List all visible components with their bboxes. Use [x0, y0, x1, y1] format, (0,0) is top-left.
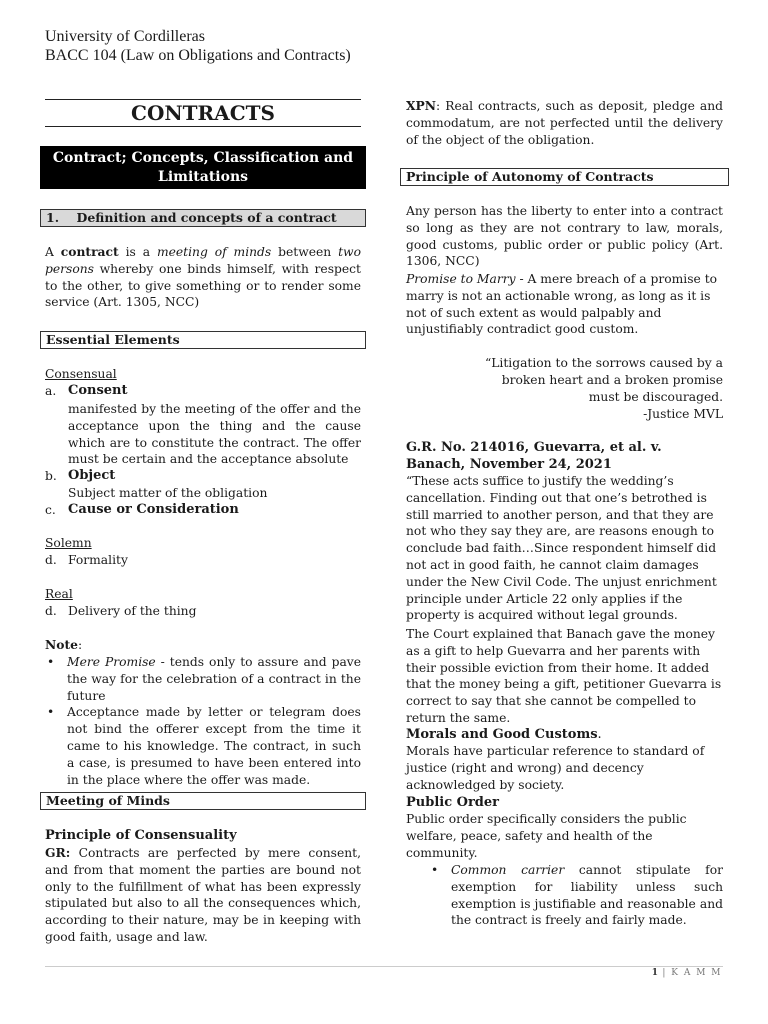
course-title: BACC 104 (Law on Obligations and Contracts)	[45, 47, 351, 64]
court-text: The Court explained that Banach gave the money as a gift to help Guevarra and her parents with their possible eviction from their home. It added that the money being a gift, petitioner Guevarra is correct to say that she cannot be compelled to return the same.	[406, 627, 722, 725]
title-bottom-rule	[45, 126, 361, 127]
page-title: CONTRACTS	[131, 101, 275, 125]
list-item: • Mere Promise - tends only to assure and pave the way for the celebration of a contract in the future	[45, 654, 361, 704]
formality-item: Formality	[68, 553, 128, 567]
quote-text: “Litigation to the sorrows caused by a broken heart and a broken promise must be discouraged.	[484, 356, 723, 404]
public-order-text: Public order specifically considers the public welfare, peace, safety and health of the community.	[406, 812, 687, 860]
page-number: 1	[651, 968, 658, 978]
solemn-letter: d.	[45, 553, 57, 567]
promise-to-marry: Promise to Marry - A mere breach of a promise to marry is not an actionable wrong, as long as it is not of such extent as would palpably and unjustifiably contradict good custom.	[406, 272, 718, 337]
quote-author: -Justice MVL	[643, 407, 723, 421]
object-letter: b.	[45, 469, 57, 483]
essential-elements-heading: Essential Elements	[40, 331, 366, 349]
meeting-of-minds-term: meeting of minds	[156, 245, 272, 259]
morals-text: Morals have particular reference to standard of justice (right and wrong) and decency acknowledged by society.	[406, 744, 705, 792]
cause-title: Cause or Consideration	[68, 502, 239, 517]
definition-heading-label: Definition and concepts of a contract	[76, 210, 337, 225]
list-item: • Acceptance made by letter or telegram does not bind the offerer except from the time it came to his knowledge. The contract, in such a case, is presumed to have been entered into in the place where the offer was made.	[45, 704, 361, 788]
autonomy-heading: Principle of Autonomy of Contracts	[400, 168, 729, 186]
section-banner: Contract; Concepts, Classification and Limitations	[40, 146, 366, 189]
public-order-heading: Public Order	[406, 795, 500, 810]
real-letter: d.	[45, 604, 57, 618]
definition-heading	[40, 209, 366, 227]
consent-letter: a.	[45, 384, 57, 398]
two-persons-term: two persons	[45, 245, 361, 276]
page-footer: 1 | K A M M	[651, 968, 722, 978]
case-title: G.R. No. 214016, Guevarra, et al. v. Banach, November 24, 2021	[406, 440, 662, 472]
contract-term: contract	[60, 244, 119, 259]
delivery-item: Delivery of the thing	[68, 604, 197, 618]
consensual-label: Consensual	[45, 367, 117, 381]
note-label: Note:	[45, 637, 83, 652]
footer-rule	[45, 966, 723, 967]
contract-definition: A contract is a meeting of minds between two persons whereby one binds himself, with respect to the other, to give something or to render some service (Art. 1305, NCC)	[45, 244, 361, 310]
note-list	[45, 654, 361, 788]
autonomy-text: Any person has the liberty to enter into a contract so long as they are not contrary to law, morals, good customs, public order or public policy (Art. 1306, NCC)	[406, 204, 723, 269]
consensuality-heading: Principle of Consensuality	[45, 828, 237, 843]
consensuality-text: GR: Contracts are perfected by mere consent, and from that moment the parties are bound not only to the fulfillment of what has been expressly stipulated but also to all the consequences which, according to their nature, may be in keeping with good faith, usage and law.	[45, 845, 361, 944]
object-text: Subject matter of the obligation	[68, 486, 268, 500]
real-label: Real	[45, 587, 73, 601]
consent-title: Consent	[68, 383, 128, 398]
title-top-rule	[45, 99, 361, 100]
consent-text: manifested by the meeting of the offer and the acceptance upon the thing and the cause which are to constitute the contract. The offer must be certain and the acceptance absolute	[68, 402, 361, 467]
cause-letter: c.	[45, 503, 56, 517]
footer-initials: K A M M	[671, 968, 722, 978]
list-item: • Common carrier cannot stipulate for exemption for liability unless such exemption is justifiable and reasonable and the contract is freely and fairly made.	[429, 862, 723, 929]
case-text: “These acts suffice to justify the wedding’s cancellation. Finding out that one’s betrothed is still married to another person, and that they are not who they say they are, are reasons enough to conclude bad faith…Since respondent himself did not act in good faith, he cannot claim damages under the New Civil Code. The unjust enrichment principle under Article 22 only applies if the property is acquired without legal grounds.	[406, 474, 717, 623]
carrier-list	[429, 862, 723, 929]
section-number: 1.	[46, 210, 60, 225]
meeting-of-minds-heading: Meeting of Minds	[40, 792, 366, 810]
university-name: University of Cordilleras	[45, 28, 205, 45]
xpn-label: XPN	[406, 98, 437, 113]
xpn-text: XPN: Real contracts, such as deposit, pledge and commodatum, are not perfected until the delivery of the object of the obligation.	[406, 98, 723, 147]
gr-label: GR:	[45, 845, 71, 860]
object-title: Object	[68, 468, 116, 483]
solemn-label: Solemn	[45, 536, 92, 550]
morals-heading: Morals and Good Customs.	[406, 727, 602, 742]
